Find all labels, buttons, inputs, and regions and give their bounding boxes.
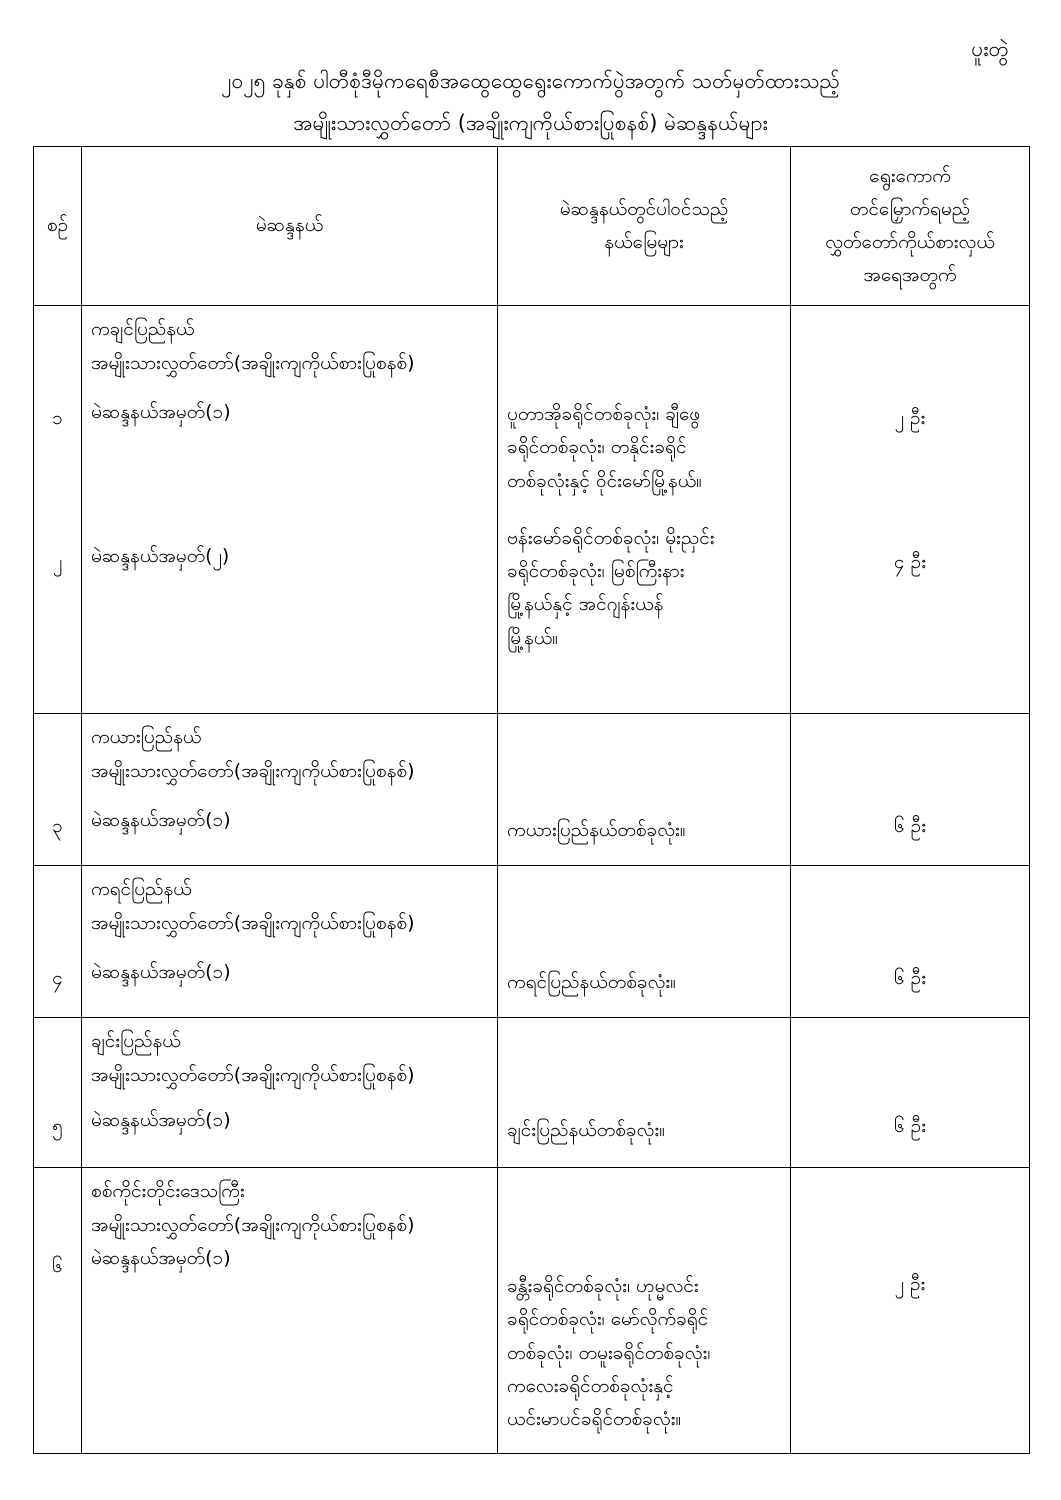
townships-cell (498, 1018, 791, 1168)
constituency-name: မဲဆန္ဒနယ်အမှတ်(၁) (91, 1109, 231, 1132)
seats-cell (791, 866, 1030, 1018)
seats-cell (791, 1018, 1030, 1168)
townships-cell (498, 866, 791, 1018)
document-subtitle: အမျိုးသားလွှတ်တော် (အချိုးကျကိုယ်စားပြုစနစ်) မဲဆန္ဒနယ်များ (293, 111, 768, 135)
header-constituency: မဲဆန္ဒနယ် (82, 147, 498, 306)
seat-count: ၆ ဦး (893, 967, 927, 989)
house-name: အမျိုးသားလွှတ်တော်(အချိုးကျကိုယ်စားပြုစနစ်) (91, 1214, 415, 1237)
region-name: ကရင်ပြည်နယ် (91, 878, 192, 900)
constituency-name: မဲဆန္ဒနယ်အမှတ်(၁) (91, 401, 231, 424)
no-cell (34, 1168, 82, 1454)
no-cell (34, 1018, 82, 1168)
region-name: စစ်ကိုင်းတိုင်းဒေသကြီး (91, 1180, 245, 1202)
no-cell (34, 306, 82, 714)
townships-cell (498, 714, 791, 866)
seat-count: ၆ ဦး (893, 1115, 927, 1137)
seat-count: ၆ ဦး (893, 815, 927, 837)
row-number: ၁ (52, 407, 63, 429)
seat-count: ၂ ဦး (894, 407, 926, 429)
row-number: ၆ (52, 1255, 63, 1277)
seats-cell (791, 714, 1030, 866)
annex-label: ပူးတွဲ (971, 37, 1009, 61)
house-name: အမျိုးသားလွှတ်တော်(အချိုးကျကိုယ်စားပြုစနစ်) (91, 352, 415, 375)
no-cell (34, 714, 82, 866)
constituency-cell (82, 306, 498, 714)
table-header-row (34, 147, 1030, 306)
region-block (34, 714, 1030, 866)
constituency-cell (82, 1018, 498, 1168)
constituency-name: မဲဆန္ဒနယ်အမှတ်(၁) (91, 1247, 231, 1270)
document-title: ၂၀၂၅ ခုနှစ် ပါတီစုံဒီမိုကရေစီအထွေထွေရွေးကောက်ပွဲအတွက် သတ်မှတ်ထားသည့် (221, 69, 840, 93)
header-no: စဉ် (34, 147, 82, 306)
region-block (34, 306, 1030, 714)
region-name: ချင်းပြည်နယ် (91, 1030, 181, 1052)
constituency-cell (82, 714, 498, 866)
house-name: အမျိုးသားလွှတ်တော်(အချိုးကျကိုယ်စားပြုစနစ်) (91, 1064, 415, 1087)
row-number: ၃ (52, 815, 63, 837)
constituency-cell (82, 1168, 498, 1454)
row-number: ၅ (52, 1115, 63, 1137)
townships-list: ချင်းပြည်နယ်တစ်ခုလုံး။ (507, 1119, 665, 1141)
constituency-name: မဲဆန္ဒနယ်အမှတ်(၁) (91, 961, 231, 984)
row-number: ၄ (52, 967, 63, 989)
no-cell (34, 866, 82, 1018)
constituency-table (33, 146, 1030, 1454)
house-name: အမျိုးသားလွှတ်တော်(အချိုးကျကိုယ်စားပြုစနစ်) (91, 760, 415, 783)
townships-list: ခန္တီးခရိုင်တစ်ခုလုံး၊ ဟုမ္မလင်း ခရိုင်တစ်ခုလုံး၊ မော်လိုက်ခရိုင် တစ်ခုလုံး၊ တမူးခရိုင်တစ်ခုလုံး၊ ကလေးခရိုင်တစ်ခုလုံးနှင့် ယင်းမာပင်ခရိုင်တစ်ခုလုံး။ (507, 1275, 711, 1430)
header-townships: မဲဆန္ဒနယ်တွင်ပါဝင်သည့် နယ်မြေများ (498, 147, 791, 306)
region-block (34, 1018, 1030, 1168)
townships-list: ဗန်းမော်ခရိုင်တစ်ခုလုံး၊ မိုးညှင်း ခရိုင်တစ်ခုလုံး၊ မြစ်ကြီးနား မြို့နယ်နှင့် အင်ဂျန်းယန် မြို့နယ်။ (507, 526, 715, 649)
townships-list: ကယားပြည်နယ်တစ်ခုလုံး။ (507, 819, 686, 841)
townships-cell (498, 1168, 791, 1454)
region-name: ကယားပြည်နယ် (91, 726, 202, 748)
house-name: အမျိုးသားလွှတ်တော်(အချိုးကျကိုယ်စားပြုစနစ်) (91, 912, 415, 935)
region-block (34, 1168, 1030, 1454)
row-number: ၂ (52, 551, 63, 573)
seats-cell (791, 306, 1030, 714)
constituency-name: မဲဆန္ဒနယ်အမှတ်(၂) (91, 545, 230, 568)
constituency-cell (82, 866, 498, 1018)
seats-cell (791, 1168, 1030, 1454)
seat-count: ၄ ဦး (893, 551, 927, 573)
region-name: ကချင်ပြည်နယ် (91, 318, 195, 340)
townships-list: ကရင်ပြည်နယ်တစ်ခုလုံး။ (507, 971, 676, 993)
townships-list: ပူတာအိုခရိုင်တစ်ခုလုံး၊ ချီဖွေ ခရိုင်တစ်ခုလုံး၊ တနိုင်းခရိုင် တစ်ခုလုံးနှင့် ဝိုင်းမော်မြို့နယ်။ (507, 403, 702, 492)
constituency-name: မဲဆန္ဒနယ်အမှတ်(၁) (91, 809, 231, 832)
townships-cell (498, 306, 791, 714)
region-block (34, 866, 1030, 1018)
seat-count: ၂ ဦး (894, 1273, 926, 1295)
header-seats: ရွေးကောက် တင်မြှောက်ရမည့် လွှတ်တော်ကိုယ်စားလှယ် အရေအတွက် (791, 147, 1030, 306)
